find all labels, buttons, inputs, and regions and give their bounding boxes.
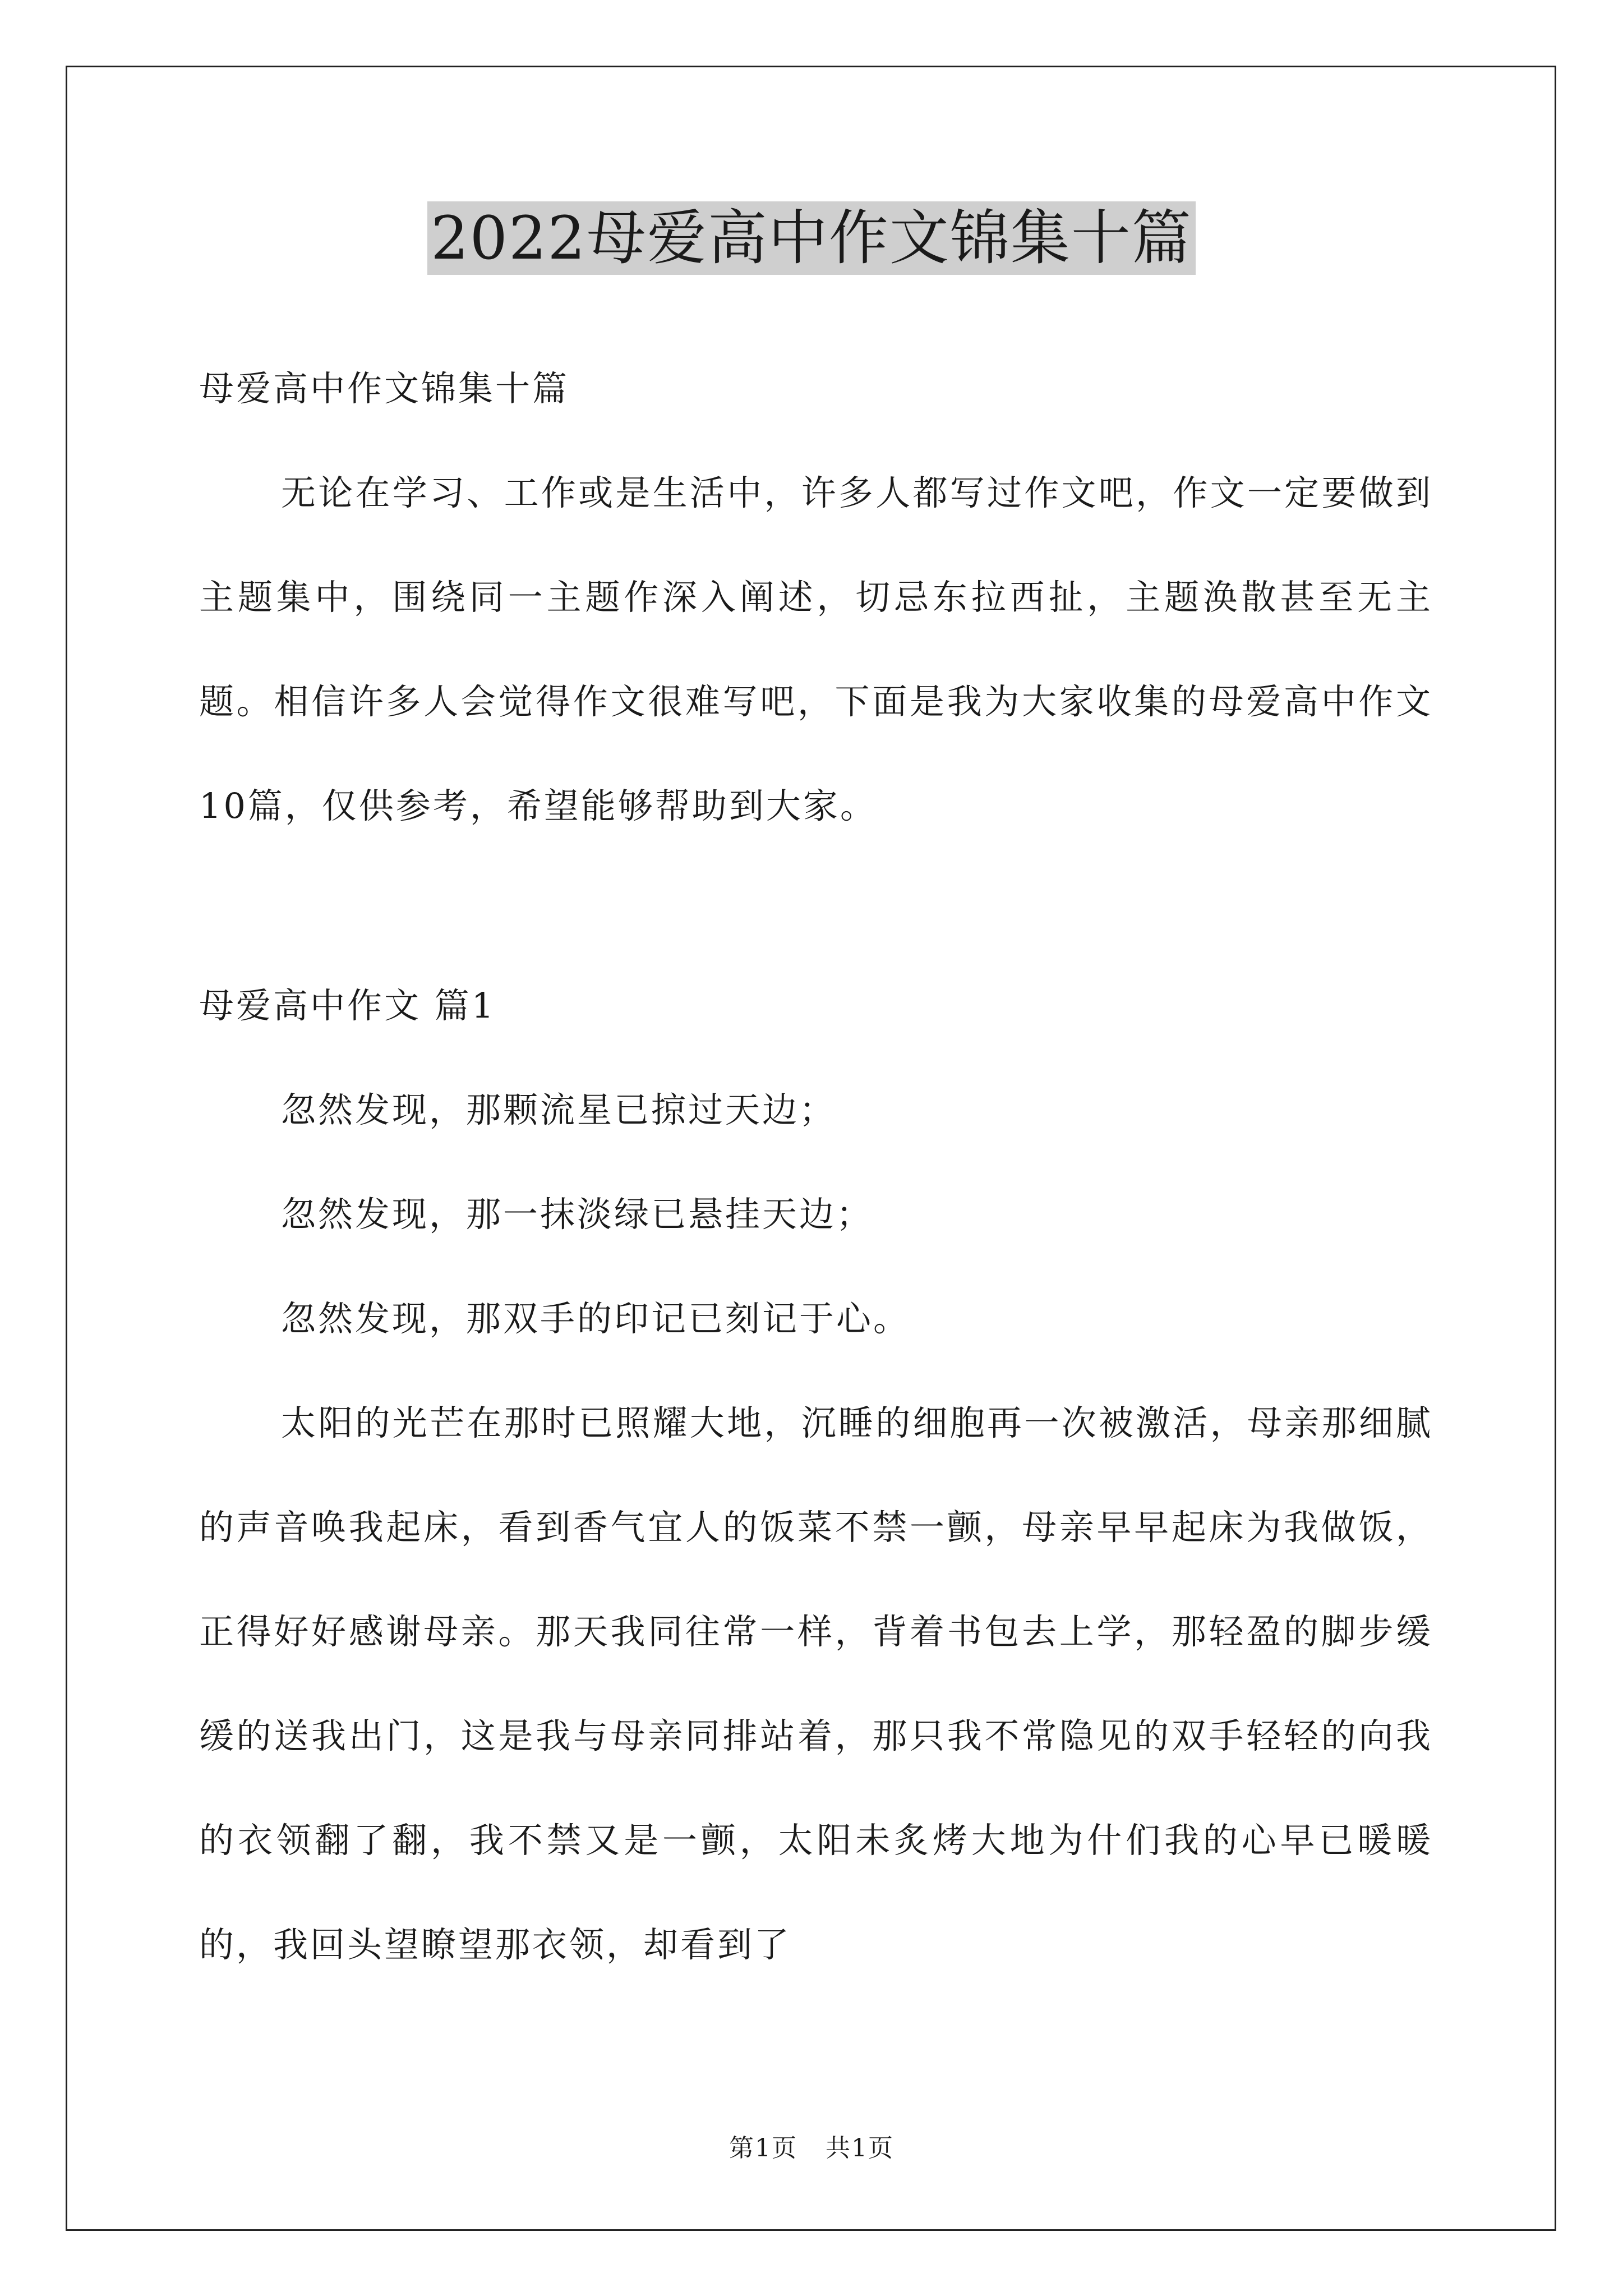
page-total: 共1页 <box>826 2134 894 2162</box>
page-footer <box>0 2132 1623 2165</box>
page-number: 第1页 <box>729 2134 797 2162</box>
document-title-text: 2022母爱高中作文锦集十篇 <box>427 201 1196 275</box>
body-paragraph: 忽然发现，那双手的印记已刻记于心。 <box>281 1298 911 1339</box>
intro-paragraph: 无论在学习、工作或是生活中，许多人都写过作文吧，作文一定要做到主题集中，围绕同一主题作深入阐述，切忌东拉西扯，主题涣散甚至无主题。相信许多人会觉得作文很难写吧，下面是我为大家收集的母爱高中作文10篇，仅供参考，希望能够帮助到大家。 <box>199 472 1433 826</box>
body-paragraph: 太阳的光芒在那时已照耀大地，沉睡的细胞再一次被激活，母亲那细腻的声音唤我起床，看到香气宜人的饭菜不禁一颤，母亲早早起床为我做饭，正得好好感谢母亲。那天我同往常一样，背着书包去上学，那轻盈的脚步缓缓的送我出门，这是我与母亲同排站着，那只我不常隐见的双手轻轻的向我的衣领翻了翻，我不禁又是一颤，太阳未炙烤大地为什们我的心早已暖暖的，我回头望瞭望那衣领，却看到了 <box>199 1402 1433 1965</box>
section-heading: 母爱高中作文 篇1 <box>199 985 496 1026</box>
body-paragraph: 忽然发现，那一抹淡绿已悬挂天边； <box>281 1194 874 1235</box>
document-body <box>199 337 1433 1997</box>
body-paragraph: 忽然发现，那颗流星已掠过天边； <box>281 1089 837 1130</box>
document-title <box>0 202 1623 275</box>
document-subtitle: 母爱高中作文锦集十篇 <box>199 368 570 409</box>
